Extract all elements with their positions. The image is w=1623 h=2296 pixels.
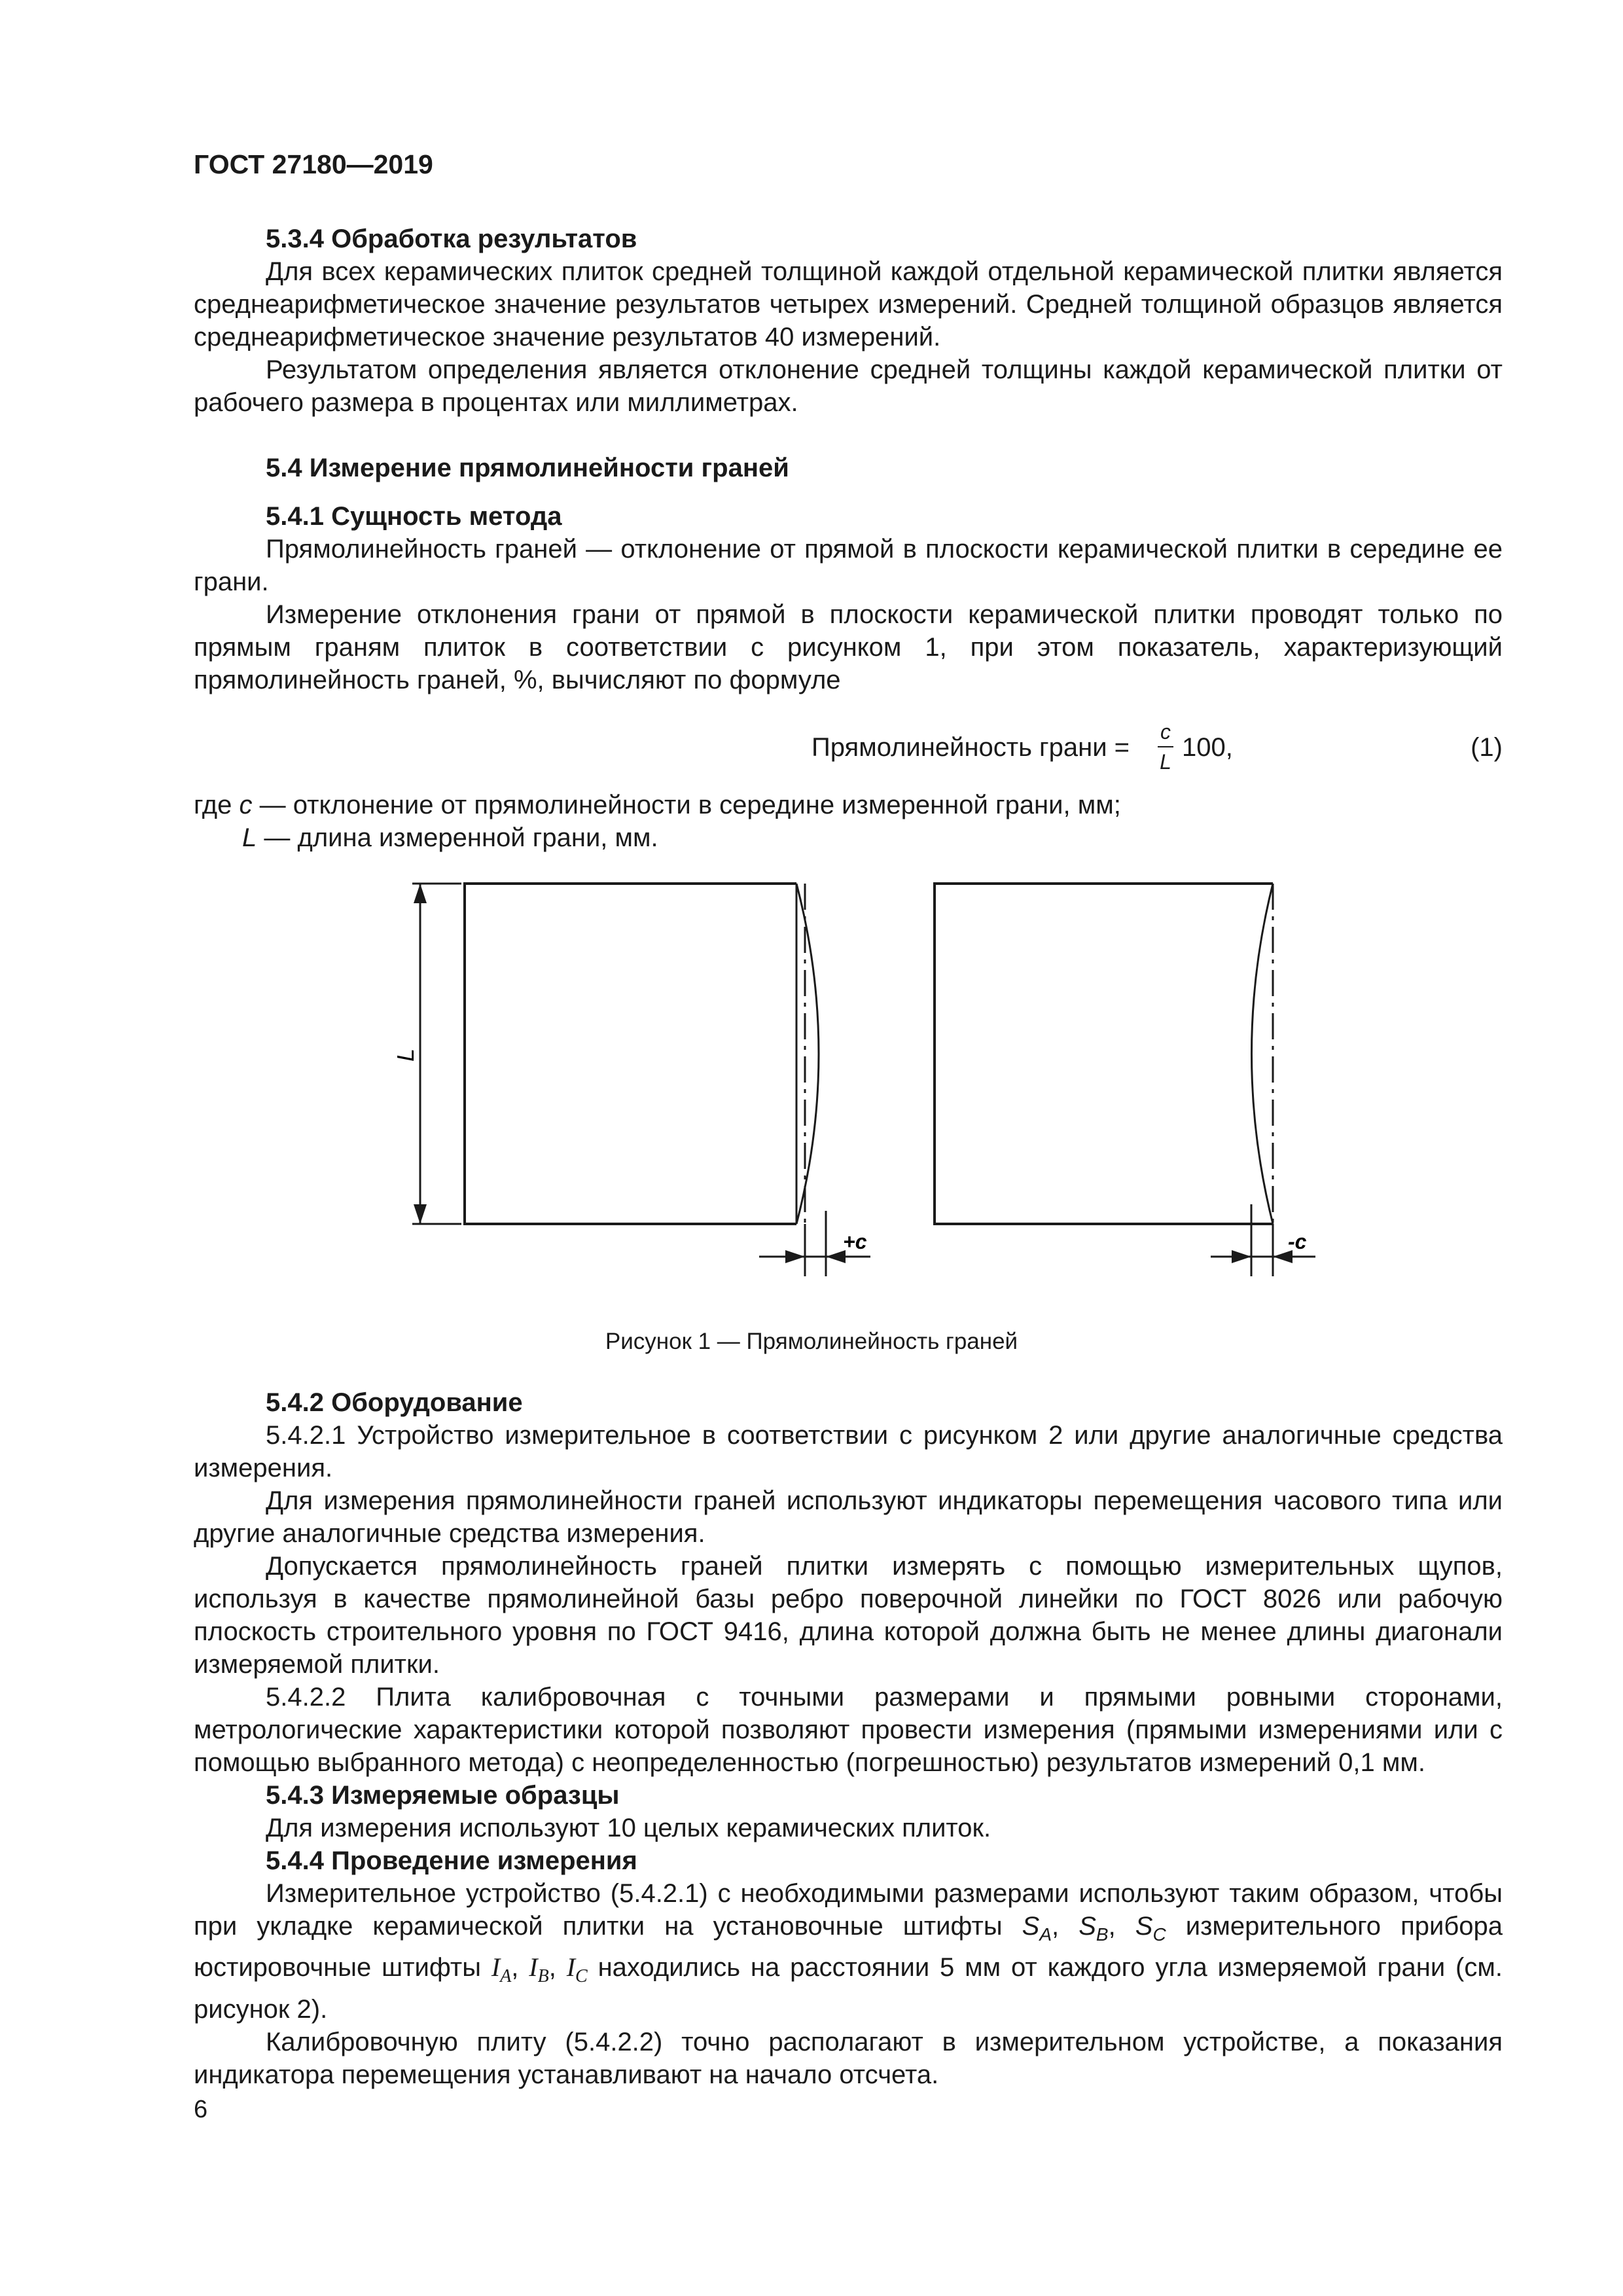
para-543-1: Для измерения используют 10 целых керамических плиток. [266,1814,991,1842]
right-concave-edge [1252,884,1274,1224]
heading-544: 5.4.4 Проведение измерения [266,1846,637,1875]
heading-542: 5.4.2 Оборудование [266,1388,523,1417]
para-534-2: Результатом определения является отклонение средней толщины каждой керамической плитки от рабочего размера в процентах или миллиметрах. [194,355,1503,417]
para-542-3: Допускается прямолинейность граней плитки измерять с помощью измерительных щупов, используя в качестве прямолинейной базы ребро поверочной линейки по ГОСТ 8026 или рабочую плоскость строительного уровня по ГОСТ 9416, длина которой должна быть не менее длины диагонали измеряемой плитки. [194,1552,1503,1679]
right-tile-outline [935,884,1273,1224]
formula-lhs: Прямолинейность грани = [812,733,1130,762]
para-541-2: Измерение отклонения грани от прямой в плоскости керамической плитки проводят только по прямым граням плиток в соответствии с рисунком 1, при этом показатель, характеризующий прямолинейность граней, %, вычисляют по формуле [194,600,1503,694]
para-544-1: Измерительное устройство (5.4.2.1) с необходимыми размерами используют таким образом, чтобы при укладке керамической плитки на установочные штифты $S_A$, $S_B$, $S_C$ измерительного прибора юстировочные штифты $I_A$, $I_B$, $I_C$ находились на расстоянии 5 мм от каждого угла измеряемой грани (см. рисунок 2). [194,1879,1503,2024]
heading-541: 5.4.1 Сущность метода [266,502,562,531]
left-tile-outline [465,884,796,1224]
doc-header: ГОСТ 27180—2019 [194,149,433,179]
label-minus-c: -c [1288,1230,1307,1253]
pin-IC: $I_C$ [566,1952,588,1986]
para-544-2: Калибровочную плиту (5.4.2.2) точно располагают в измерительном устройстве, а показания индикатора перемещения устанавливают на начало отсчета. [194,2028,1503,2089]
para-534-1: Для всех керамических плиток средней толщиной каждой отдельной керамической плитки является среднеарифметическое значение результатов четырех измерений. Средней толщиной образцов является среднеарифметическое значение результатов 40 измерений. [194,257,1503,351]
legend-L: L — длина измеренной грани, мм. [242,823,658,852]
heading-543: 5.4.3 Измеряемые образцы [266,1781,620,1810]
formula-numerator: c [1160,720,1171,744]
pin-SC: $S_C$ [1135,1912,1166,1945]
arrow-left-c-1 [785,1250,805,1263]
legend-c: где c — отклонение от прямолинейности в середине измеренной грани, мм; [194,791,1121,819]
figure-1-caption: Рисунок 1 — Прямолинейность граней [605,1329,1018,1354]
pin-IA: $I_A$ [491,1952,512,1986]
page-number: 6 [194,2096,208,2123]
heading-54: 5.4 Измерение прямолинейности граней [266,454,789,482]
heading-534: 5.3.4 Обработка результатов [266,224,637,253]
formula-tail: 100, [1182,733,1233,762]
para-542-4: 5.4.2.2 Плита калибровочная с точными размерами и прямыми ровными сторонами, метрологические характеристики которой позволяют провести измерения (прямыми измерениями или с помощью выбранного метода) с неопределенностью (погрешностью) результатов измерений 0,1 мм. [194,1683,1503,1777]
pin-SA: $S_A$ [1022,1912,1052,1945]
arrow-right-c-1 [1232,1250,1251,1263]
left-convex-edge [796,884,819,1224]
formula-number: (1) [1471,733,1503,762]
para-542-2: Для измерения прямолинейности граней используют индикаторы перемещения часового типа или другие аналогичные средства измерения. [194,1486,1503,1548]
para-542-1: 5.4.2.1 Устройство измерительное в соответствии с рисунком 2 или другие аналогичные средства измерения. [194,1421,1503,1482]
section-542 [194,1386,1503,2091]
para-541-1: Прямолинейность граней — отклонение от прямой в плоскости керамической плитки в середине ее грани. [194,535,1503,596]
arrow-L-top [414,884,427,903]
arrow-L-bottom [414,1204,427,1224]
pin-SB: $S_B$ [1079,1912,1109,1945]
label-plus-c: +c [843,1230,867,1253]
pin-IB: $I_B$ [529,1952,549,1986]
dim-label-L: L [392,1048,419,1062]
formula-denominator: L [1160,750,1171,774]
